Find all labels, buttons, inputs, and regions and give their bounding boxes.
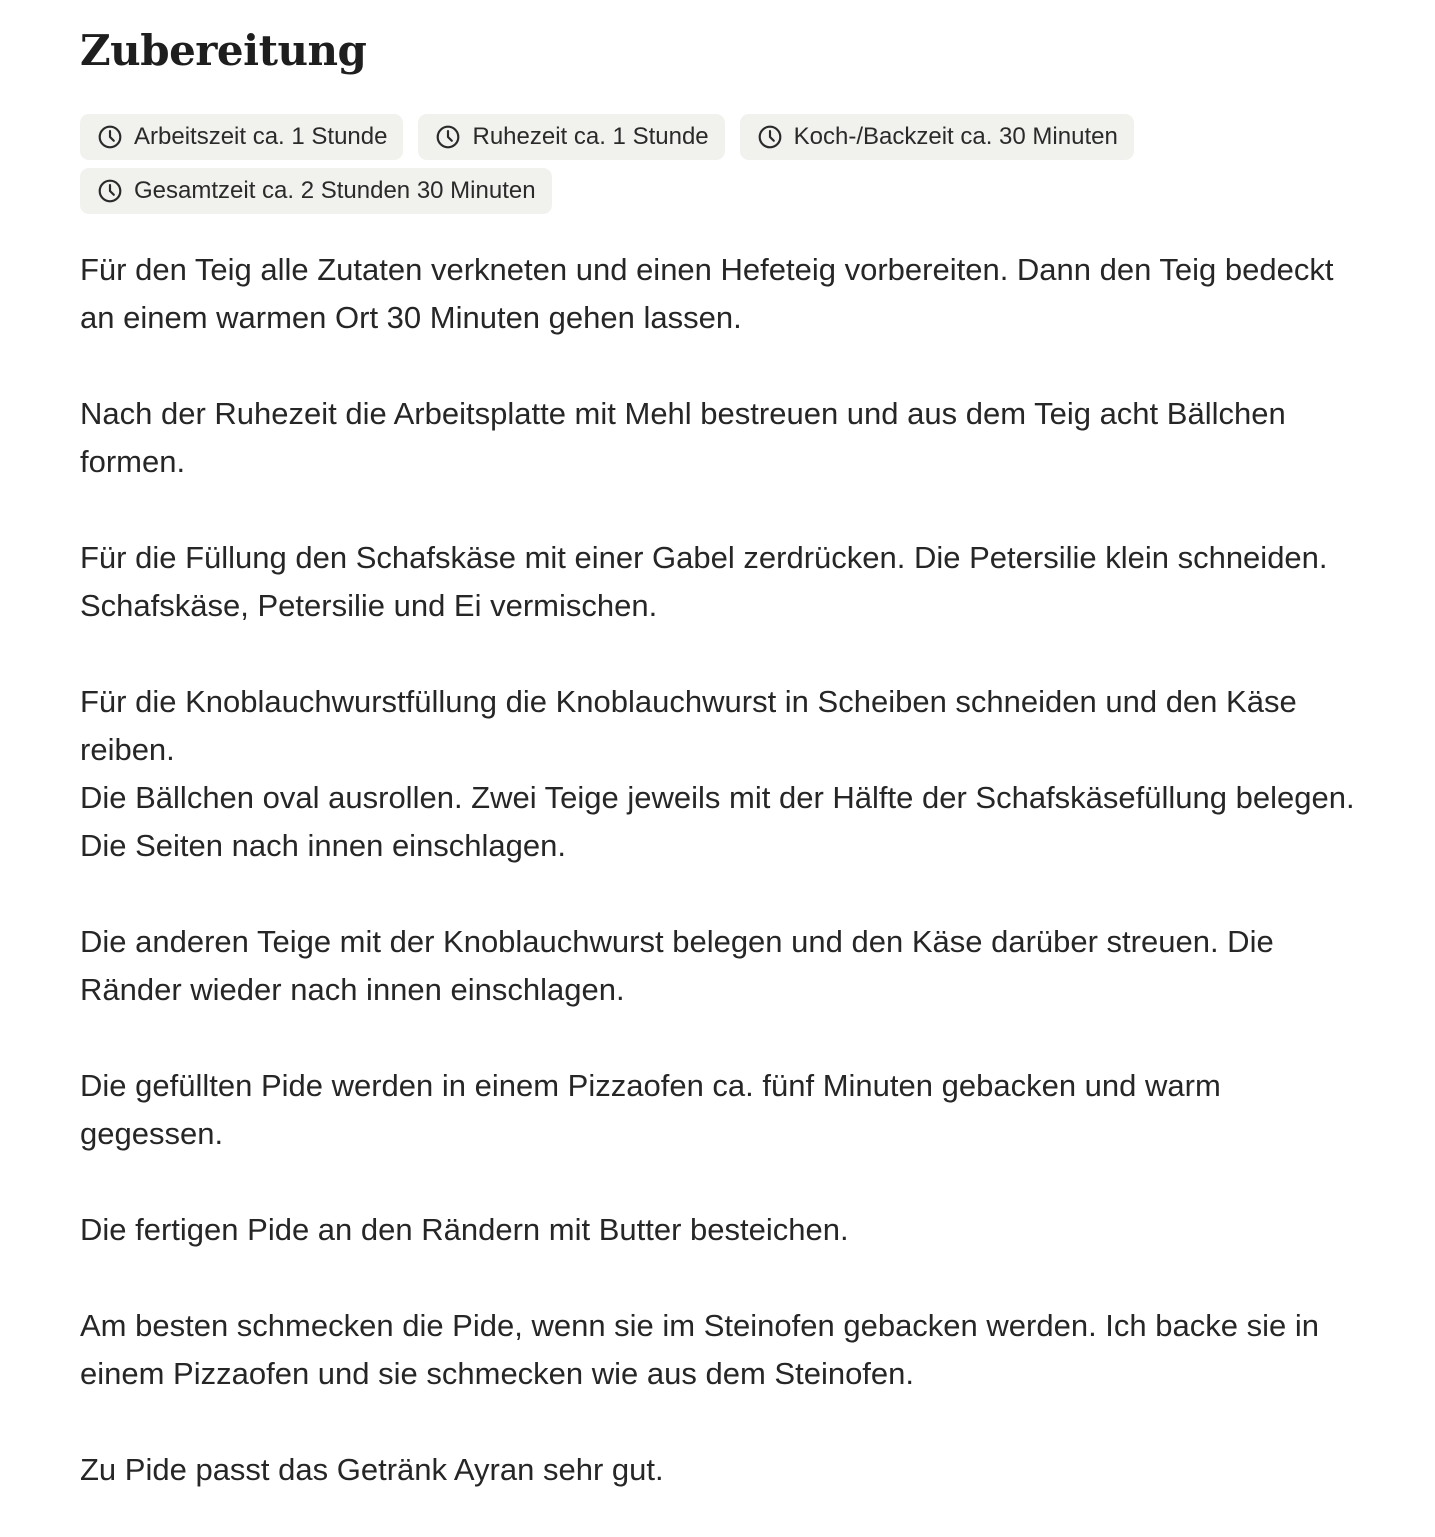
clock-icon [97,124,123,150]
step-paragraph: Die anderen Teige mit der Knoblauchwurst belegen und den Käse darüber streuen. Die Ränder wieder nach innen einschlagen. [80,924,1274,1007]
time-pill-total [80,168,552,214]
preparation-section [80,0,1370,1494]
step-paragraph: Am besten schmecken die Pide, wenn sie im Steinofen gebacken werden. Ich backe sie in einem Pizzaofen und sie schmecken wie aus dem Steinofen. [80,1308,1319,1391]
step-paragraph: Für die Knoblauchwurstfüllung die Knoblauchwurst in Scheiben schneiden und den Käse reiben. [80,684,1297,767]
step-paragraph: Die gefüllten Pide werden in einem Pizzaofen ca. fünf Minuten gebacken und warm gegessen. [80,1068,1221,1151]
time-label: Gesamtzeit ca. 2 Stunden 30 Minuten [134,177,536,204]
step-paragraph: Für den Teig alle Zutaten verkneten und einen Hefeteig vorbereiten. Dann den Teig bedeckt an einem warmen Ort 30 Minuten gehen lassen. [80,252,1334,335]
time-label: Koch-/Backzeit ca. 30 Minuten [793,123,1118,150]
step-paragraph: Nach der Ruhezeit die Arbeitsplatte mit Mehl bestreuen und aus dem Teig acht Bällchen formen. [80,396,1286,479]
step-paragraph: Für die Füllung den Schafskäse mit einer Gabel zerdrücken. Die Petersilie klein schneiden. Schafskäse, Petersilie und Ei vermischen. [80,540,1328,623]
time-info-list [80,114,1240,214]
section-title: Zubereitung [80,26,367,75]
time-label: Ruhezeit ca. 1 Stunde [472,123,709,150]
preparation-steps [80,246,1370,1494]
time-label: Arbeitszeit ca. 1 Stunde [134,123,388,150]
clock-icon [97,178,123,204]
clock-icon [757,124,783,150]
step-paragraph: Zu Pide passt das Getränk Ayran sehr gut. [80,1452,664,1487]
step-paragraph: Die Bällchen oval ausrollen. Zwei Teige jeweils mit der Hälfte der Schafskäsefüllung belegen. Die Seiten nach innen einschlagen. [80,780,1355,863]
time-pill-cook [740,114,1134,160]
step-paragraph: Die fertigen Pide an den Rändern mit Butter besteichen. [80,1212,849,1247]
clock-icon [435,124,461,150]
time-pill-work [80,114,403,160]
time-pill-rest [418,114,724,160]
